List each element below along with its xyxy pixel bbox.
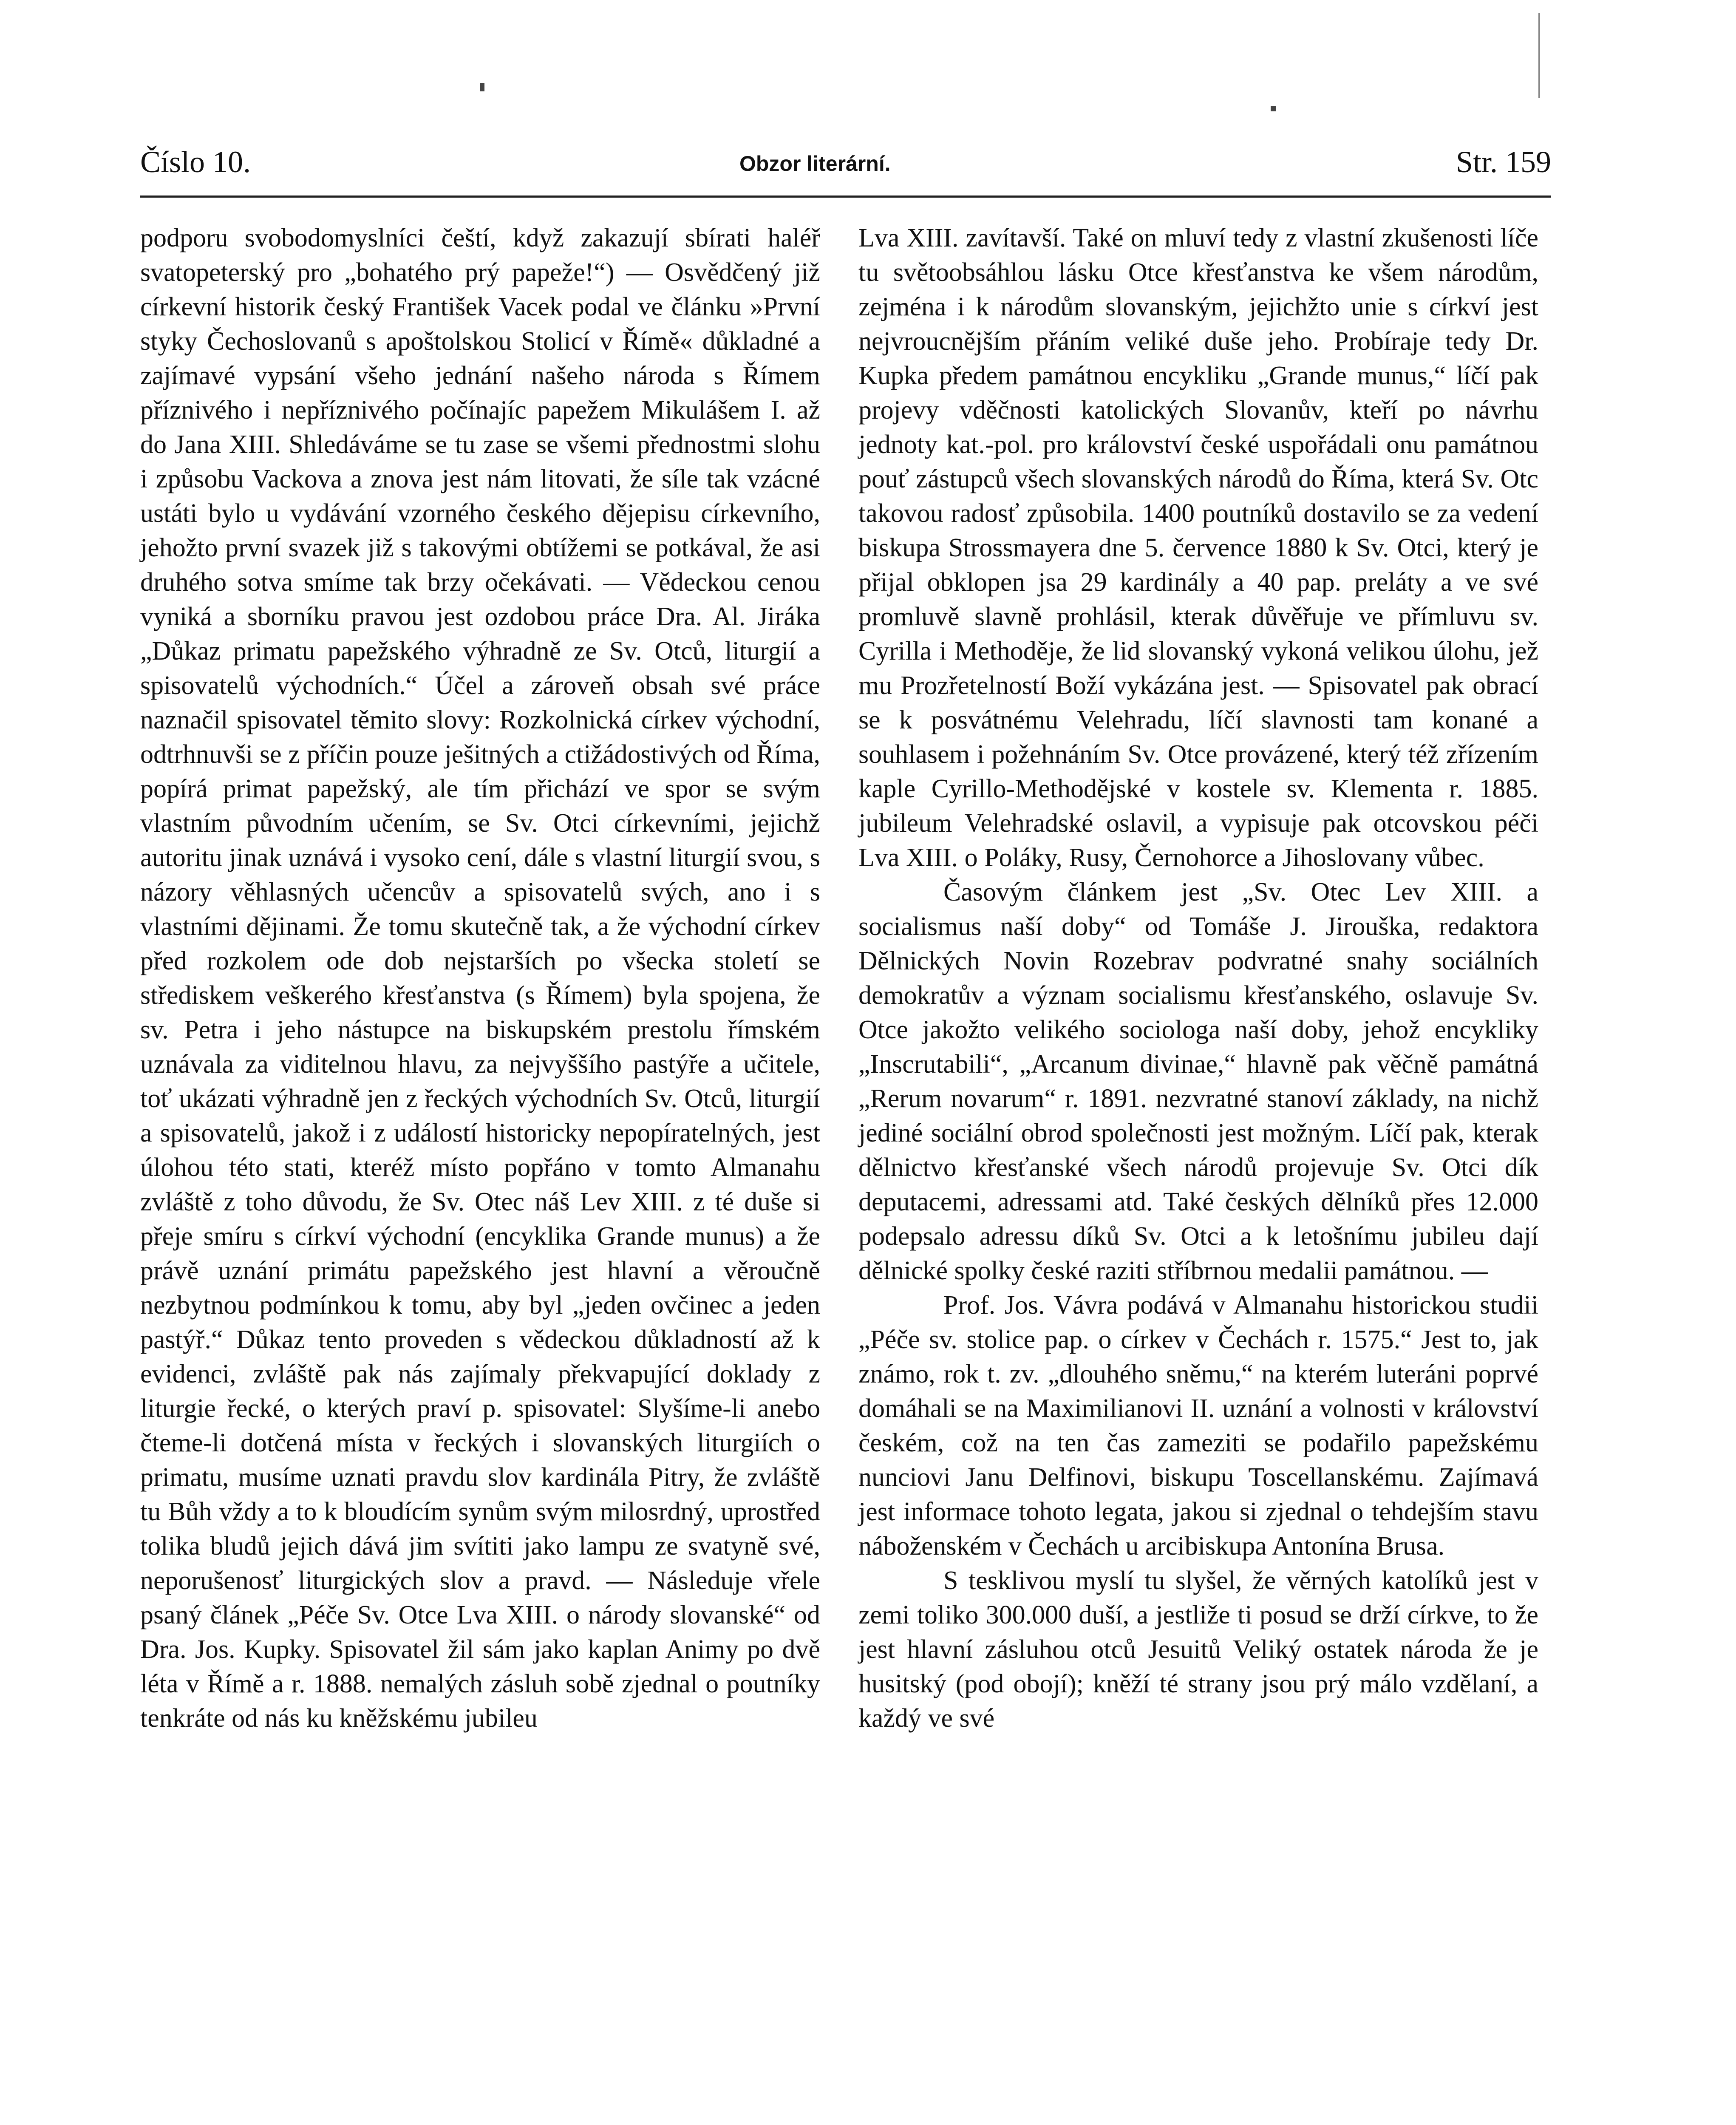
right-column: [858, 221, 1538, 1736]
running-header: [140, 144, 1551, 200]
scan-speck: [1271, 106, 1276, 111]
journal-title: Obzor literární.: [739, 152, 891, 176]
right-paragraph-1: Lva XIII. zavítavší. Také on mluví tedy z vlastní zkušenosti líče tu světoobsáhlou lásku Otce křesťanstva ke všem národům, zejména i k národům slovanským, jejichžto unie s církví jest nejvroucnějším přáním veliké duše jeho. Probíraje tedy Dr. Kupka předem památnou encykliku „Grande munus,“ líčí pak projevy vděčnosti katolických Slovanův, kteří po návrhu jednoty kat.-pol. pro království české uspořádali onu památnou pouť zástupců všech slovanských národů do Říma, která Sv. Otc takovou radosť způsobila. 1400 poutníků dostavilo se za vedení biskupa Strossmayera dne 5. července 1880 k Sv. Otci, který je přijal obklopen jsa 29 kardinály a 40 pap. preláty a ve své promluvě slavně prohlásil, kterak důvěřuje ve přímluvu sv. Cyrilla i Methoděje, že lid slovanský vykoná velikou úlohu, jež mu Prozřetelností Boží vykázána jest. — Spisovatel pak obrací se k posvátnému Velehradu, líčí slavnosti tam konané a souhlasem i požehnáním Sv. Otce provázené, který též zřízením kaple Cyrillo-Methodějské v kostele sv. Klementa r. 1885. jubileum Velehradské oslavil, a vypisuje pak otcovskou péči Lva XIII. o Poláky, Rusy, Černohorce a Jihoslovany vůbec.: [858, 224, 1538, 872]
scan-speck: [1538, 13, 1540, 98]
right-paragraph-2: Časovým článkem jest „Sv. Otec Lev XIII. a socialismus naší doby“ od Tomáše J. Jirouška, redaktora Dělnických Novin Rozebrav podvratné snahy sociálních demokratův a význam socialismu křesťanského, oslavuje Sv. Otce jakožto velikého sociologa naší doby, jehož encykliky „Inscrutabili“, „Arcanum divinae,“ hlavně pak věčně památná „Rerum novarum“ r. 1891. nezvratné stanoví základy, na nichž jediné sociální obrod společnosti jest možným. Líčí pak, kterak dělnictvo křesťanské všech národů projevuje Sv. Otci dík deputacemi, adressami atd. Také českých dělníků přes 12.000 podepsalo adressu díků Sv. Otci a k letošnímu jubileu dají dělnické spolky české raziti stříbrnou medalii památnou. —: [858, 878, 1538, 1285]
left-column: [140, 221, 820, 1736]
right-paragraph-3: Prof. Jos. Vávra podává v Almanahu historickou studii „Péče sv. stolice pap. o církev v Čechách r. 1575.“ Jest to, jak známo, rok t. zv. „dlouhého sněmu,“ na kterém luteráni poprvé domáhali se na Maximilianovi II. uznání a volnosti v království českém, což na ten čas zameziti se podařilo papežskému nunciovi Janu Delfinovi, biskupu Toscellanskému. Zajímavá jest informace tohoto legata, jakou si zjednal o tehdejším stavu náboženském v Čechách u arcibiskupa Antonína Brusa.: [858, 1291, 1538, 1561]
right-paragraph-4: S tesklivou myslí tu slyšel, že věrných katolíků jest v zemi toliko 300.000 duší, a jestliže ti posud se drží církve, to že jest hlavní zásluhou otců Jesuitů Veliký ostatek národa že je husitský (pod obojí); kněží té strany jsou prý málo vzdělaní, a každý ve své: [858, 1566, 1538, 1733]
header-rule: [140, 196, 1551, 198]
issue-number: Číslo 10.: [140, 145, 251, 179]
left-paragraph-1: podporu svobodomyslníci čeští, když zakazují sbírati haléř svatopeterský pro „bohatého prý papeže!“) — Osvědčený již církevní historik český František Vacek podal ve článku »První styky Čechoslovanů s apoštolskou Stolicí v Římě« důkladné a zajímavé vypsání všeho jednání našeho národa s Římem příznivého i nepříznivého počínajíc papežem Mikulášem I. až do Jana XIII. Shledáváme se tu zase se všemi přednostmi slohu i způsobu Vackova a znova jest nám litovati, že síle tak vzácné ustáti bylo u vydávání vzorného českého dějepisu církevního, jehožto první svazek již s takovými obtížemi se potkával, že asi druhého sotva smíme tak brzy očekávati. — Vědeckou cenou vyniká a sborníku pravou jest ozdobou práce Dra. Al. Jiráka „Důkaz primatu papežského výhradně ze Sv. Otců, liturgií a spisovatelů východních.“ Účel a zároveň obsah své práce naznačil spisovatel těmito slovy: Rozkolnická církev východní, odtrhnuvši se z příčin pouze ješitných a ctižádostivých od Říma, popírá primat papežský, ale tím přichází ve spor se svým vlastním původním učením, se Sv. Otci církevními, jejichž autoritu jinak uznává i vysoko cení, dále s vlastní liturgií svou, s názory věhlasných učencův a spisovatelů svých, ano i s vlastními dějinami. Že tomu skutečně tak, a že východní církev před rozkolem ode dob nejstarších po všecka století se střediskem veškerého křesťanstva (s Římem) byla spojena, že sv. Petra i jeho nástupce na biskupském prestolu římském uznávala za viditelnou hlavu, za nejvyššího pastýře a učitele, toť ukázati výhradně jen z řeckých východních Sv. Otců, liturgií a spisovatelů, jakož i z událostí historicky nepopíratelných, jest úlohou této stati, kteréž místo popřáno v tomto Almanahu zvláště z toho důvodu, že Sv. Otec náš Lev XIII. z té duše si přeje smíru s církví východní (encyklika Grande munus) a že právě uznání primátu papežského jest hlavní a věroučně nezbytnou podmínkou k tomu, aby byl „jeden ovčinec a jeden pastýř.“ Důkaz tento proveden s vědeckou důkladností až k evidenci, zvláště pak nás zajímaly překvapující doklady z liturgie řecké, o kterých praví p. spisovatel: Slyšíme-li anebo čteme-li dotčená místa v řeckých i slovanských liturgiích o primatu, musíme uznati pravdu slov kardinála Pitry, že zvláště tu Bůh vždy a to k bloudícím synům svým milosrdný, uprostřed tolika bludů jejich dává jim svítiti jako lampu ze svatyně své, neporušenosť liturgických slov a pravd. — Následuje vřele psaný článek „Péče Sv. Otce Lva XIII. o národy slovanské“ od Dra. Jos. Kupky. Spisovatel žil sám jako kaplan Animy po dvě léta v Římě a r. 1888. nemalých zásluh sobě zjednal o poutníky tenkráte od nás ku kněžskému jubileu: [140, 224, 820, 1733]
scan-speck: [480, 83, 484, 91]
page-number: Str. 159: [1456, 145, 1551, 179]
